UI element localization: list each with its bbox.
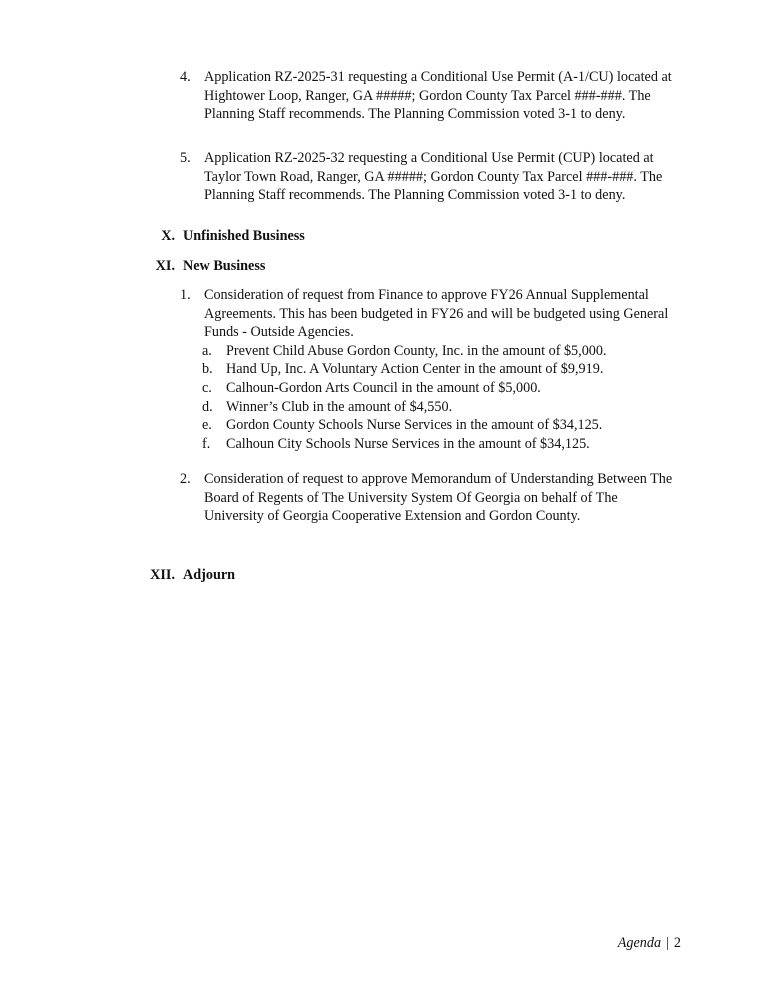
funding-sublist — [180, 342, 680, 454]
list-item-text: Prevent Child Abuse Gordon County, Inc. in the amount of $5,000. — [226, 342, 607, 359]
list-item-text: Hand Up, Inc. A Voluntary Action Center in the amount of $9,919. — [226, 361, 604, 378]
list-item — [180, 416, 680, 435]
list-item-text: Gordon County Schools Nurse Services in the amount of $34,125. — [226, 417, 603, 434]
list-item-letter: a. — [202, 342, 212, 359]
new-business-item-1 — [180, 286, 680, 453]
list-item — [180, 342, 680, 361]
agenda-item-5 — [180, 149, 680, 205]
section-title: Adjourn — [183, 567, 236, 583]
list-item-text: Winner’s Club in the amount of $4,550. — [226, 398, 453, 415]
list-item-letter: f. — [202, 435, 211, 452]
list-item-text: Calhoun City Schools Nurse Services in the amount of $34,125. — [226, 435, 590, 452]
section-numeral: XI. — [155, 258, 175, 274]
item-number: 5. — [180, 150, 191, 166]
agenda-item-4 — [180, 68, 680, 124]
item-number: 4. — [180, 69, 191, 85]
new-business-item-2 — [180, 470, 680, 526]
list-item-letter: d. — [202, 398, 213, 415]
list-item-letter: e. — [202, 417, 212, 434]
section-numeral: XII. — [150, 567, 175, 583]
list-item — [180, 360, 680, 379]
item-text: Application RZ-2025-32 requesting a Conditional Use Permit (CUP) located at Taylor Town Road, Ranger, GA #####; Gordon County Tax Parcel ###-###. The Planning Staff recommends. The Planning Commission voted 3-1 to deny. — [204, 150, 663, 204]
item-text: Application RZ-2025-31 requesting a Conditional Use Permit (A-1/CU) located at Hightower Loop, Ranger, GA #####; Gordon County Tax Parcel ###-###. The Planning Staff recommends. The Planning Commission voted 3-1 to deny. — [204, 69, 672, 123]
page-footer — [618, 934, 681, 952]
section-numeral: X. — [161, 228, 175, 244]
page-number: 2 — [673, 935, 681, 951]
section-unfinished-business — [130, 227, 305, 246]
item-text: Consideration of request from Finance to approve FY26 Annual Supplemental Agreements. This has been budgeted in FY26 and will be budgeted using General Funds - Outside Agencies. — [204, 287, 669, 341]
item-text: Consideration of request to approve Memorandum of Understanding Between The Board of Regents of The University System Of Georgia on behalf of The University of Georgia Cooperative Extension and Gordon County. — [204, 471, 673, 525]
footer-label: Agenda — [617, 935, 662, 951]
section-title: Unfinished Business — [183, 228, 305, 244]
list-item — [180, 435, 680, 454]
list-item-letter: b. — [202, 361, 213, 378]
list-item-letter: c. — [202, 379, 212, 396]
item-number: 1. — [180, 287, 191, 303]
section-title: New Business — [183, 258, 266, 274]
section-adjourn — [130, 566, 235, 585]
list-item — [180, 398, 680, 417]
list-item-text: Calhoun-Gordon Arts Council in the amount of $5,000. — [226, 379, 541, 396]
list-item — [180, 379, 680, 398]
section-new-business — [130, 257, 265, 276]
footer-separator: | — [666, 935, 669, 951]
item-number: 2. — [180, 471, 191, 487]
